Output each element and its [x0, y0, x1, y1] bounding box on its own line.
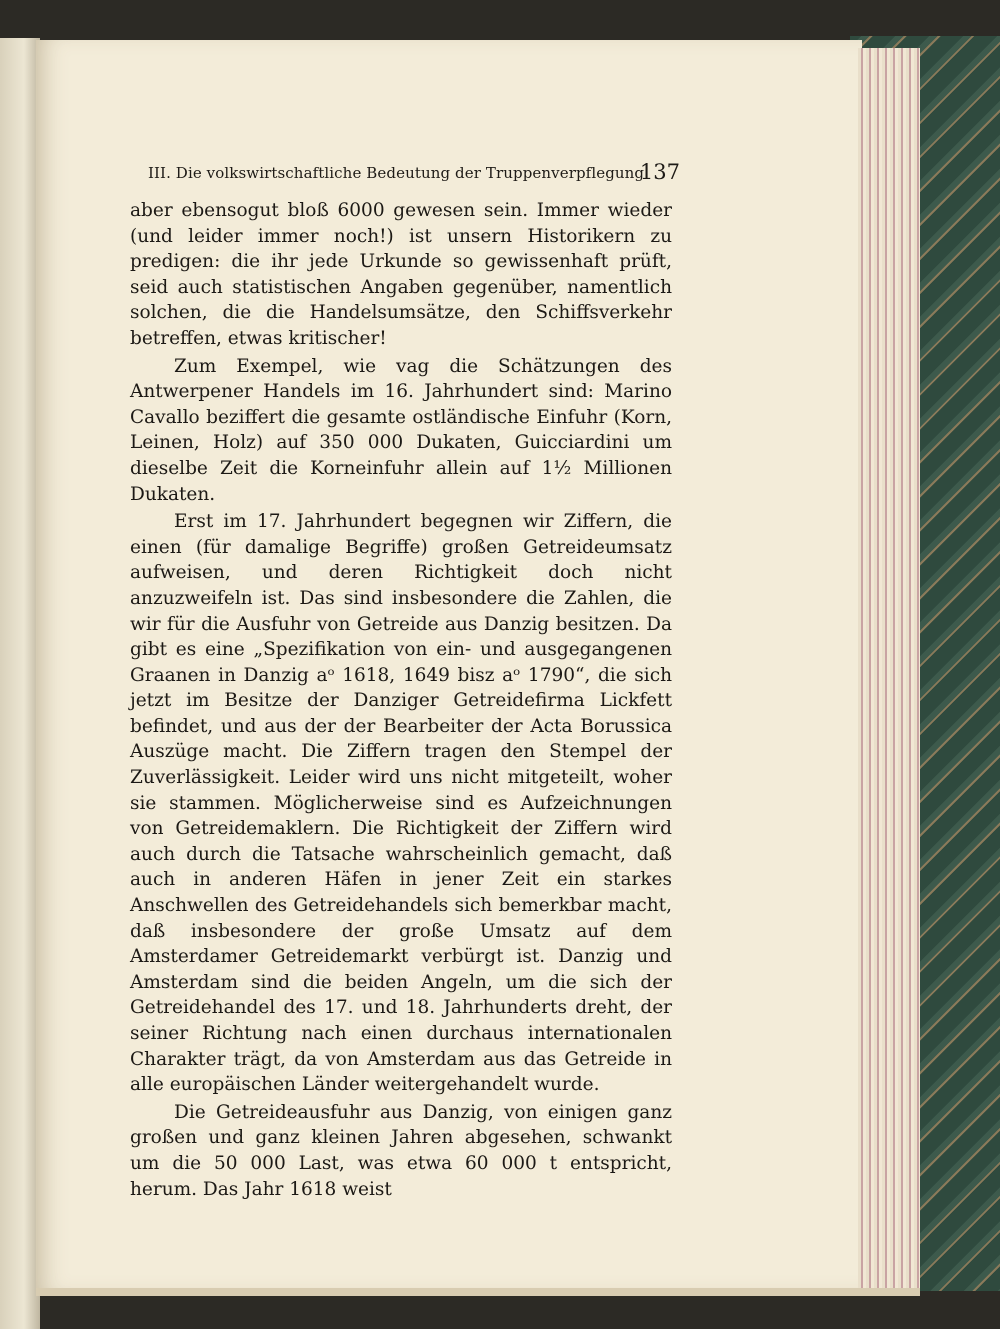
paragraph: aber ebensogut bloß 6000 gewesen sein. Immer wieder (und leider immer noch!) ist unsern Historikern zu predigen: die ihr jede Urkunde so gewissenhaft prüft, seid auch statistischen Angaben gegenüber, namentlich solchen, die die Handelsumsätze, den Schiffsverkehr betreffen, etwas kritischer! [130, 200, 672, 349]
paragraph: Zum Exempel, wie vag die Schätzungen des Antwerpener Handels im 16. Jahrhundert sind: Marino Cavallo beziffert die gesamte ostländische Einfuhr (Korn, Leinen, Holz) auf 350 000 Dukaten, Guicciardini um dieselbe Zeit die Korneinfuhr allein auf 1½ Millionen Dukaten. [130, 355, 672, 505]
body-text [130, 198, 672, 1202]
page-number: 137 [639, 160, 680, 184]
paragraph: Die Getreideausfuhr aus Danzig, von einigen ganz großen und ganz kleinen Jahren abgesehen, schwankt um die 50 000 Last, was etwa 60 000 t entspricht, herum. Das Jahr 1618 weist [130, 1101, 672, 1200]
paragraph: Erst im 17. Jahrhundert begegnen wir Ziffern, die einen (für damalige Begriffe) großen Getreideumsatz aufweisen, und deren Richtigkeit doch nicht anzuzweifeln ist. Das sind insbesondere die Zahlen, die wir für die Ausfuhr von Getreide aus Danzig besitzen. Da gibt es eine „Spezifikation von ein- und ausgegangenen Graanen in Danzig aᵒ 1618, 1649 bisz aᵒ 1790“, die sich jetzt im Besitze der Danziger Getreidefirma Lickfett befindet, und aus der der Bearbeiter der Acta Borussica Auszüge macht. Die Ziffern tragen den Stempel der Zuverlässigkeit. Leider wird uns nicht mitgeteilt, woher sie stammen. Möglicherweise sind es Aufzeichnungen von Getreidemaklern. Die Richtigkeit der Ziffern wird auch durch die Tatsache wahrscheinlich gemacht, daß auch in anderen Häfen in jener Zeit ein starkes Anschwellen des Getreidehandels sich bemerkbar macht, daß insbesondere der große Umsatz auf dem Amsterdamer Getreidemarkt verbürgt ist. Danzig und Amsterdam sind die beiden Angeln, um die sich der Getreidehandel des 17. und 18. Jahrhunderts dreht, der seiner Richtung nach einen durchaus internationalen Charakter trägt, da von Amsterdam aus das Getreide in alle europäischen Länder weitergehandelt wurde. [130, 511, 672, 1096]
page-bottom-edge [36, 1288, 920, 1296]
page-block-edge [858, 48, 920, 1288]
running-header [148, 160, 680, 188]
chapter-title: III. Die volkswirtschaftliche Bedeutung der Truppenverpflegung [148, 164, 645, 182]
facing-page-edge [0, 38, 40, 1329]
